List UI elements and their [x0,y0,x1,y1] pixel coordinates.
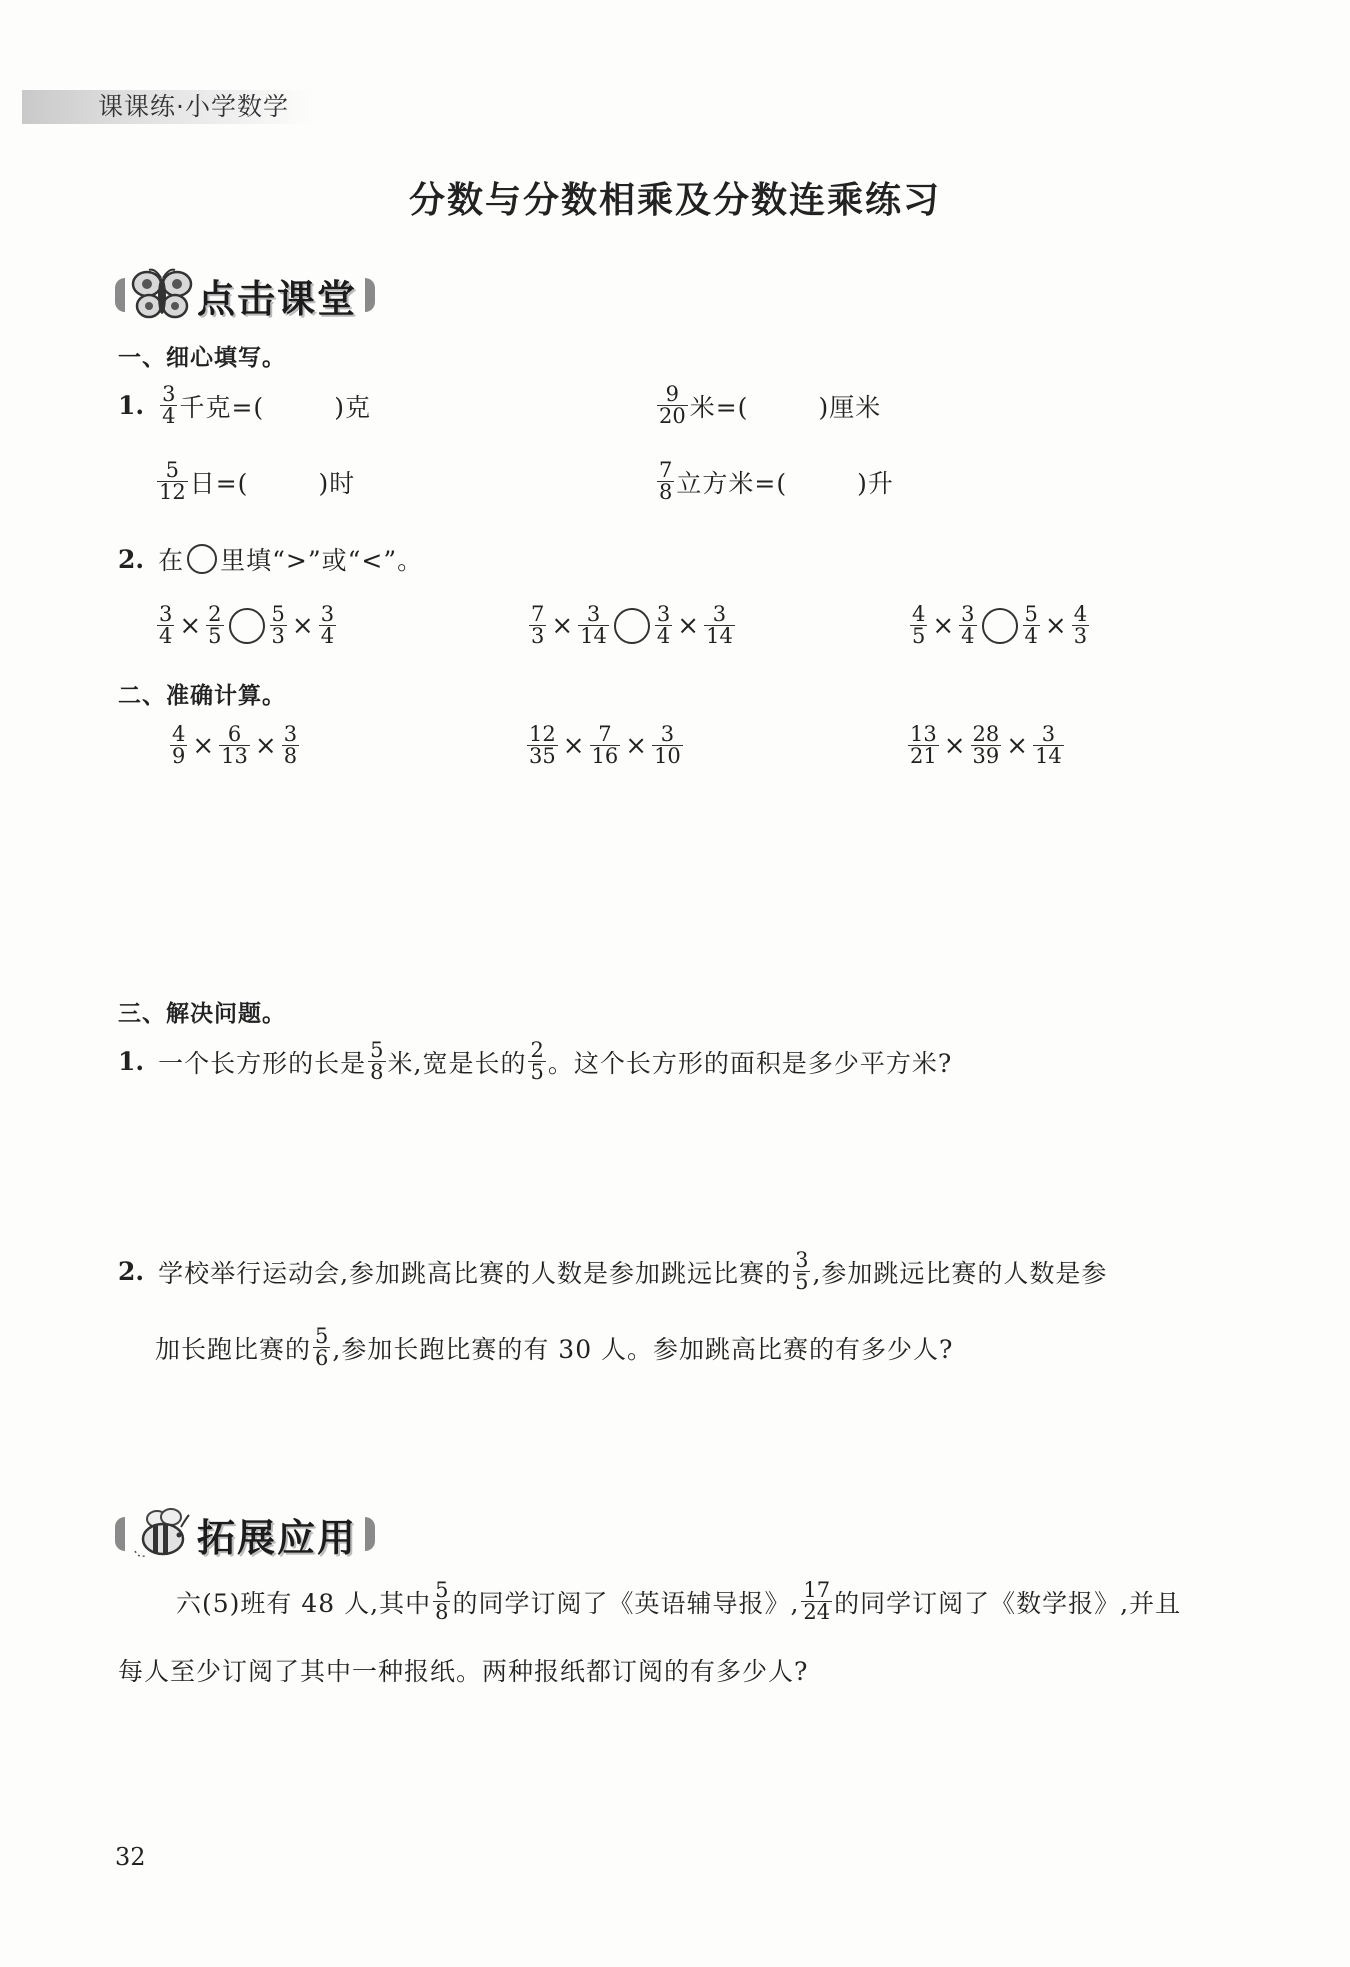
q1-d [655,460,894,504]
page-number: 32 [115,1843,146,1871]
p1-text-1: 一个长方形的长是 [158,1048,367,1078]
compare-item-2 [527,604,737,648]
p1-text-3: 。这个长方形的面积是多少平方米? [547,1048,953,1078]
calc-item-3 [906,724,1066,768]
calc-item-2 [525,724,685,768]
banner-cap-left [115,278,125,312]
fraction: $\frac{7}{3}$ [531,602,545,649]
fraction: $\frac{3}{4}$ [656,602,671,649]
p1-number: 1. [118,1047,145,1077]
q1-b-unit: )厘米 [818,392,882,422]
series-title: 课课练·小学数学 [98,92,289,121]
q1-d-unit: )升 [857,468,894,498]
q2-pre: 在 [158,546,185,575]
q1-a-text: 千克=( [179,392,265,422]
butterfly-icon [131,266,193,324]
ext-text-2: 的同学订阅了《英语辅导报》, [452,1588,800,1618]
extension-line-1 [176,1580,1181,1624]
compare-circle[interactable] [229,608,265,644]
times-sign: × [254,730,277,761]
fraction: $\frac{17}{24}$ [803,1578,831,1625]
fraction: $\frac{4}{3}$ [1073,602,1088,649]
fraction: $\frac{3}{4}$ [320,602,335,649]
banner-cap-right [365,1517,375,1551]
fraction: $\frac{2}{5}$ [530,1038,544,1085]
times-sign: × [291,610,314,641]
part3-heading: 三、解决问题。 [118,1001,286,1027]
problem-2-line-1 [118,1250,1107,1294]
fraction: $\frac{28}{39}$ [972,722,1000,769]
banner-cap-left [115,1517,125,1551]
extension-line-2 [118,1652,808,1688]
section-banner-extension [115,1504,375,1564]
part2-heading: 二、准确计算。 [118,683,286,709]
times-sign: × [562,730,585,761]
times-sign: × [625,730,648,761]
compare-circle[interactable] [982,608,1018,644]
fraction: $\frac{3}{5}$ [795,1248,809,1295]
q1-d-text: 立方米=( [676,468,788,498]
times-sign: × [1044,610,1067,641]
q1-b-text: 米=( [689,392,749,422]
times-sign: × [677,610,700,641]
q1-a-unit: )克 [334,392,371,422]
q2-instruction [118,541,423,577]
fraction: $\frac{3}{4}$ [159,602,173,649]
banner-title: 拓展应用 [197,1515,358,1560]
problem-2-line-2 [155,1326,953,1370]
times-sign: × [179,610,202,641]
fraction: $\frac{4}{5}$ [912,602,926,649]
compare-item-3 [908,604,1091,648]
compare-item-1 [155,604,338,648]
times-sign: × [932,610,955,641]
fraction: $\frac{3}{14}$ [580,602,607,649]
fraction: $\frac{3}{4}$ [162,382,176,429]
page-title: 分数与分数相乘及分数连乘练习 [408,180,941,221]
fraction: $\frac{6}{13}$ [221,722,248,769]
ext-text-1: 六(5)班有 48 人,其中 [176,1588,432,1618]
times-sign: × [192,730,215,761]
fraction: $\frac{3}{4}$ [961,602,975,649]
p2-number: 2. [118,1257,145,1287]
q2-number: 2. [118,544,145,574]
fraction: $\frac{12}{35}$ [529,722,556,769]
fraction: $\frac{3}{14}$ [706,602,733,649]
problem-1 [118,1040,952,1084]
q1-b [655,384,881,428]
p2-text-1: 学校举行运动会,参加跳高比赛的人数是参加跳远比赛的 [158,1258,792,1288]
fraction: $\frac{5}{12}$ [159,458,186,505]
times-sign: × [943,730,966,761]
times-sign: × [1006,730,1029,761]
fraction: $\frac{13}{21}$ [910,722,937,769]
banner-cap-right [365,278,375,312]
fraction: $\frac{3}{8}$ [283,722,298,769]
ext-text-4: 每人至少订阅了其中一种报纸。两种报纸都订阅的有多少人? [118,1657,809,1686]
p2-text-4: ,参加长跑比赛的有 30 人。参加跳高比赛的有多少人? [332,1334,954,1364]
fraction: $\frac{7}{8}$ [659,458,673,505]
q1-c [155,460,355,504]
section-banner-classroom [115,265,375,325]
fraction: $\frac{3}{10}$ [654,722,681,769]
fraction: $\frac{5}{8}$ [370,1038,384,1085]
fraction: $\frac{7}{16}$ [591,722,619,769]
fraction: $\frac{5}{3}$ [271,602,285,649]
calc-item-1 [168,724,301,768]
fraction: $\frac{9}{20}$ [659,382,686,429]
p1-text-2: 米,宽是长的 [387,1048,527,1078]
banner-title: 点击课堂 [197,276,358,321]
fraction: $\frac{2}{5}$ [208,602,222,649]
bee-icon [131,1505,193,1563]
part1-heading: 一、细心填写。 [118,345,286,371]
p2-text-2: ,参加跳远比赛的人数是参 [812,1258,1108,1288]
fraction: $\frac{5}{6}$ [315,1324,329,1371]
q1-number: 1. [118,391,145,421]
circle-icon [187,544,217,574]
fraction: $\frac{3}{14}$ [1035,722,1062,769]
q1-a [118,384,371,428]
fraction: $\frac{5}{8}$ [435,1578,449,1625]
q1-c-text: 日=( [189,468,249,498]
fraction: $\frac{5}{4}$ [1024,602,1038,649]
ext-text-3: 的同学订阅了《数学报》,并且 [834,1588,1182,1618]
q2-post: 里填“>”或“<”。 [220,546,424,575]
q1-c-unit: )时 [318,468,356,498]
compare-circle[interactable] [614,608,650,644]
times-sign: × [551,610,574,641]
fraction: $\frac{4}{9}$ [172,722,186,769]
p2-text-3: 加长跑比赛的 [155,1334,312,1364]
